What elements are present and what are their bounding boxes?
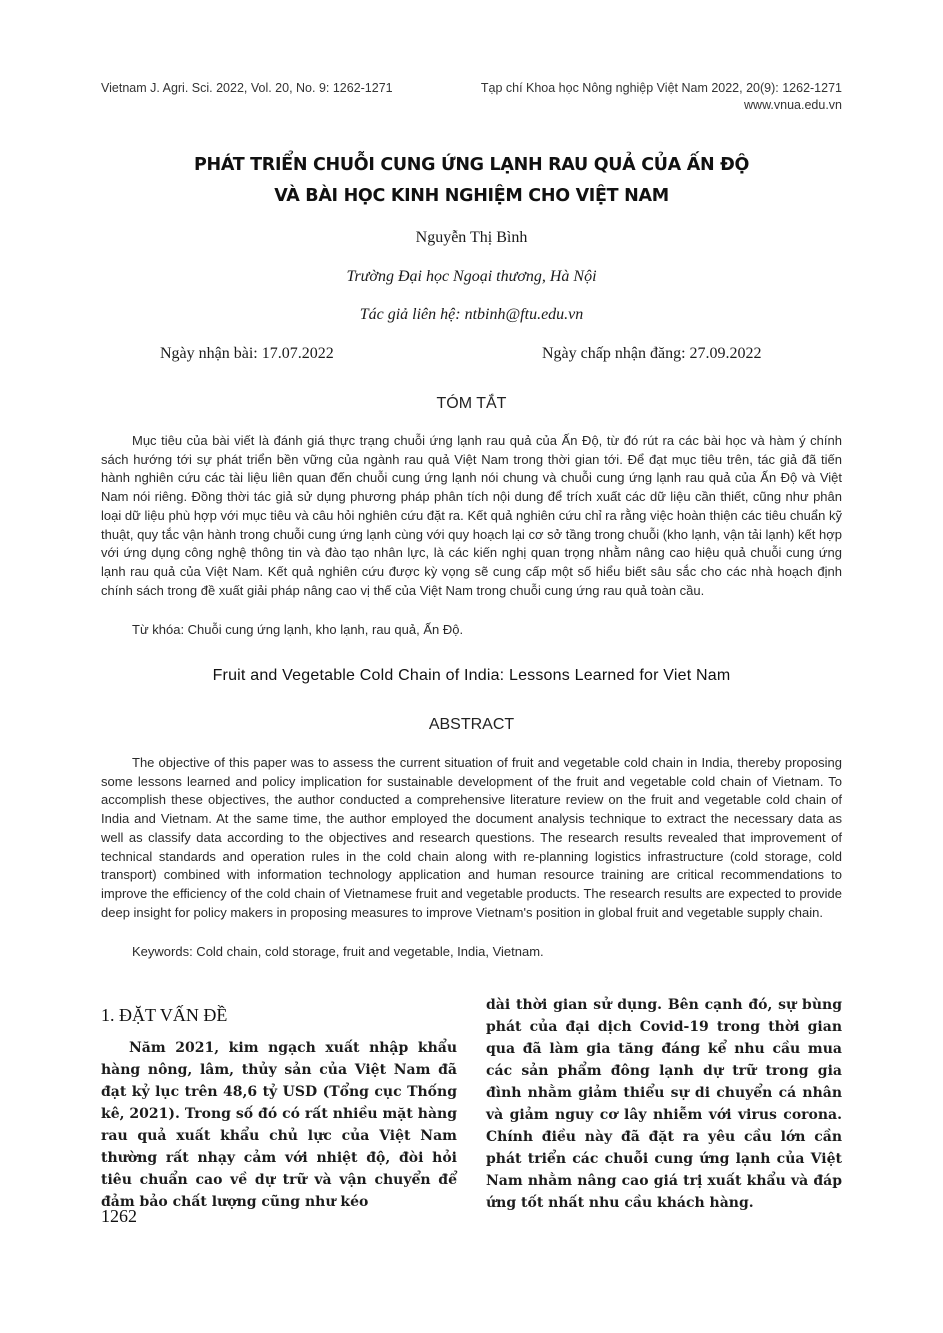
author-contact: Tác giả liên hệ: ntbinh@ftu.edu.vn (359, 306, 584, 323)
vn-abstract-text: Mục tiêu của bài viết là đánh giá thực trạng chuỗi ứng lạnh rau quả của Ấn Độ, từ đó rút ra các bài học và hàm ý chính sách hướng tới sự phát triển bền vững của ngành rau quả Việt Nam trong thời gian tới. Để đạt mục tiêu trên, tác giả đã tiến hành nghiên cứu các tài liệu liên quan đến chuỗi cung ứng lạnh nói chung và chuỗi cung ứng lạnh rau quả của Ấn Độ và Việt Nam nói riêng. Đồng thời tác giả sử dụng phương pháp phân tích nội dung để trích xuất các dữ liệu cần thiết, cũng như phân loại dữ liệu phù hợp với mục tiêu và câu hỏi nghiên cứu đặt ra. Kết quả nghiên cứu chỉ ra rằng việc hoàn thiện các tiêu chuẩn kỹ thuật, quy tắc vận hành trong chuỗi cung ứng lạnh cùng với quy hoạch lại cơ sở tầng trong chuỗi (kho lạnh, vận tải lạnh) kết hợp với ứng dụng công nghệ thông tin và đào tạo nhân lực, là các kiến nghị quan trọng nhằm nâng cao hiệu quả chuỗi cung ứng lạnh rau quả của Việt Nam. Kết quả nghiên cứu được kỳ vọng sẽ cung cấp một số hiểu biết sâu sắc cho các nhà hoạch định chính sách trong đề xuất giải pháp nâng cao vị thế của Việt Nam trong chuỗi cung ứng rau quả toàn cầu. (101, 433, 842, 598)
en-abstract-text: The objective of this paper was to assess the current situation of fruit and vegetable cold chain in India, thereby proposing some lessons learned and policy implication for sustainable development of the fruit and vegetable cold chain of Vietnam. To accomplish these objectives, the author conducted a comprehensive literature review on the fruit and vegetable cold chain of India and Vietnam. At the same time, the author employed the document analysis technique to extract the necessary data as well as classify data according to the objectives and research questions. The research results revealed that improvement of technical standards and operation rules in the cold chain along with re-planning logistics infrastructure (cold storage, cold transport) combined with information technology application and human resource training are critical recommendations to improve the efficiency of the cold chain of Vietnamese fruit and vegetable products. The research results are expected to provide deep insight for policy makers in proposing measures to improve Vietnam's position in global fruit and vegetable supply chain. (101, 755, 842, 920)
body-column-right: dài thời gian sử dụng. Bên cạnh đó, sự bùng phát của đại dịch Covid-19 trong thời gian qua đã làm gia tăng đáng kể nhu cầu mua các sản phẩm đông lạnh dự trữ trong gia đình nhằm giảm thiểu sự di chuyển cá nhân và giảm nguy cơ lây nhiễm với virus corona. Chính điều này đã đặt ra yêu cầu lớn cần phát triển các chuỗi cung ứng lạnh của Việt Nam nhằm nâng cao giá trị xuất khẩu và đáp ứng tốt nhất nhu cầu khách hàng. (486, 997, 842, 1211)
article-title-line1: PHÁT TRIỂN CHUỖI CUNG ỨNG LẠNH RAU QUẢ CỦA ẤN ĐỘ (193, 155, 750, 175)
body-column-left: Năm 2021, kim ngạch xuất nhập khẩu hàng nông, lâm, thủy sản của Việt Nam đã đạt kỷ lục trên 48,6 tỷ USD (Tổng cục Thống kê, 2021). Trong số đó có rất nhiều mặt hàng rau quả xuất khẩu chủ lực của Việt Nam thường rất nhạy cảm với nhiệt độ, đòi hỏi tiêu chuẩn cao về dự trữ và vận chuyển để đảm bảo chất lượng cũng như kéo (101, 1040, 457, 1210)
vn-keywords: Từ khóa: Chuỗi cung ứng lạnh, kho lạnh, rau quả, Ấn Độ. (132, 622, 464, 637)
accepted-date: Ngày chấp nhận đăng: 27.09.2022 (542, 345, 762, 362)
page-number: 1262 (101, 1206, 137, 1226)
author-name: Nguyễn Thị Bình (415, 229, 528, 246)
en-keywords: Keywords: Cold chain, cold storage, fruit and vegetable, India, Vietnam. (132, 944, 544, 959)
english-title: Fruit and Vegetable Cold Chain of India: Lessons Learned for Viet Nam (212, 667, 731, 684)
journal-citation-en: Vietnam J. Agri. Sci. 2022, Vol. 20, No. 9: 1262-1271 (101, 81, 393, 95)
journal-website[interactable]: www.vnua.edu.vn (744, 98, 842, 112)
article-title-line2: VÀ BÀI HỌC KINH NGHIỆM CHO VIỆT NAM (274, 186, 669, 206)
article-title (101, 150, 842, 212)
journal-citation-vn-line: Tạp chí Khoa học Nông nghiệp Việt Nam 2022, 20(9): 1262-1271 (480, 81, 842, 95)
journal-citation-vn (481, 80, 842, 114)
vn-abstract-heading: TÓM TẮT (436, 395, 507, 412)
received-date: Ngày nhận bài: 17.07.2022 (160, 345, 334, 362)
author-affiliation: Trường Đại học Ngoại thương, Hà Nội (346, 268, 597, 285)
en-abstract-heading: ABSTRACT (428, 716, 515, 733)
section-heading: 1. ĐẶT VẤN ĐỀ (101, 1005, 228, 1025)
